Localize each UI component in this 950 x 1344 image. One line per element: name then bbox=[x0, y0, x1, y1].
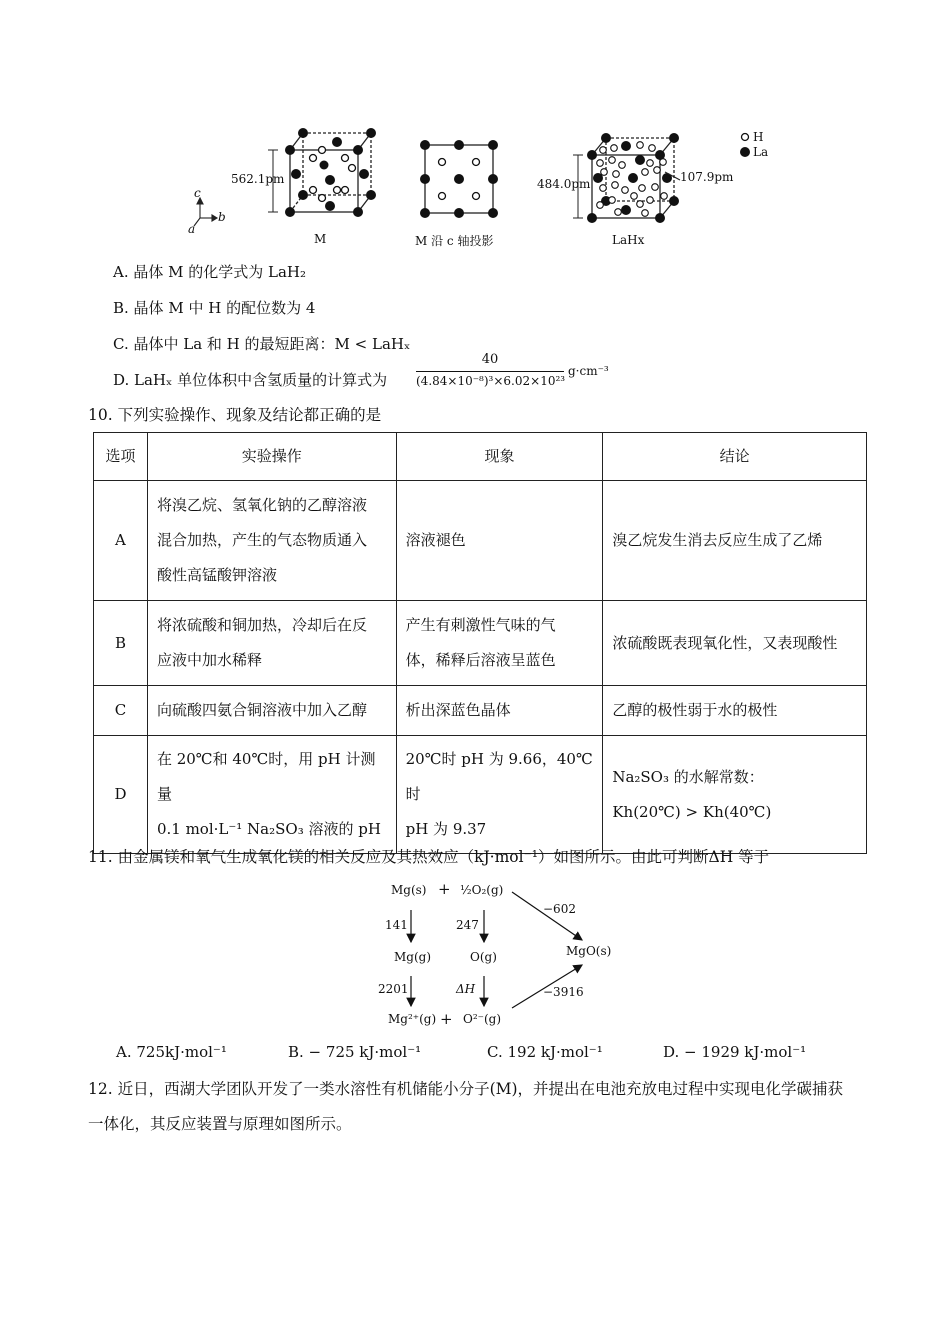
row-phenomenon: 产生有刺激性气味的气 体，稀释后溶液呈蓝色 bbox=[396, 601, 603, 686]
q11-stem: 11. 由金属镁和氧气生成氧化镁的相关反应及其热效应（kJ·mol⁻¹）如图所示。由此可判断ΔH 等于 bbox=[88, 848, 770, 866]
caption-lahx: LaHx bbox=[612, 233, 645, 247]
caption-m: M bbox=[314, 232, 327, 246]
diagram-value-247: 247 bbox=[456, 918, 479, 932]
row-operation: 将浓硫酸和铜加热，冷却后在反 应液中加水稀释 bbox=[147, 601, 396, 686]
q9-option-a: A. 晶体 M 的化学式为 LaH₂ bbox=[113, 263, 307, 281]
cube-m-atoms bbox=[285, 128, 376, 217]
q11-option-c: C. 192 kJ·mol⁻¹ bbox=[487, 1043, 603, 1061]
experiment-table bbox=[93, 432, 867, 854]
row-operation: 向硫酸四氨合铜溶液中加入乙醇 bbox=[147, 686, 396, 736]
q10-stem: 10. 下列实验操作、现象及结论都正确的是 bbox=[88, 406, 382, 424]
m-dimension-label: 562.1pm bbox=[231, 172, 285, 186]
diagram-delta-h: ΔH bbox=[456, 982, 476, 996]
row-option: B bbox=[94, 601, 148, 686]
table-row bbox=[94, 686, 867, 736]
diagram-o2-g: ½O₂(g) bbox=[460, 883, 504, 897]
row-operation: 将溴乙烷、氢氧化钠的乙醇溶液 混合加热，产生的气态物质通入 酸性高锰酸钾溶液 bbox=[147, 481, 396, 601]
q11-option-d: D. − 1929 kJ·mol⁻¹ bbox=[663, 1043, 807, 1061]
legend-la-marker bbox=[740, 147, 750, 157]
q9-option-b: B. 晶体 M 中 H 的配位数为 4 bbox=[113, 299, 316, 317]
q11-option-a: A. 725kJ·mol⁻¹ bbox=[116, 1043, 227, 1061]
legend-la-label: La bbox=[753, 145, 769, 159]
diagram-value-3916: −3916 bbox=[543, 985, 584, 999]
header-option: 选项 bbox=[94, 433, 148, 481]
table-row bbox=[94, 601, 867, 686]
header-conclusion: 结论 bbox=[603, 433, 867, 481]
row-phenomenon: 析出深蓝色晶体 bbox=[396, 686, 603, 736]
cube-lahx-atoms bbox=[587, 133, 679, 223]
diagram-value-2201: 2201 bbox=[378, 982, 409, 996]
q11-option-b: B. − 725 kJ·mol⁻¹ bbox=[288, 1043, 422, 1061]
row-conclusion: 浓硫酸既表现氧化性，又表现酸性 bbox=[603, 601, 867, 686]
q9-d-unit: g·cm⁻³ bbox=[568, 364, 609, 378]
crystal-structure-figure bbox=[0, 0, 950, 260]
row-phenomenon: 20℃时 pH 为 9.66，40℃时 pH 为 9.37 bbox=[396, 736, 603, 854]
legend-h-label: H bbox=[753, 130, 764, 144]
diagram-o-g: O(g) bbox=[470, 950, 497, 964]
q9-d-numerator: 40 bbox=[481, 352, 499, 367]
arrow-602 bbox=[512, 892, 582, 940]
row-option: C bbox=[94, 686, 148, 736]
axes-icon bbox=[194, 198, 217, 226]
row-conclusion: 溴乙烷发生消去反应生成了乙烯 bbox=[603, 481, 867, 601]
row-phenomenon: 溶液褪色 bbox=[396, 481, 603, 601]
legend-h-marker bbox=[742, 134, 749, 141]
hh-distance-label: 107.9pm bbox=[680, 170, 734, 184]
q9-d-fraction-bar bbox=[416, 371, 564, 372]
table-row bbox=[94, 481, 867, 601]
row-operation: 在 20℃和 40℃时，用 pH 计测量 0.1 mol·L⁻¹ Na₂SO₃ 溶液的 pH bbox=[147, 736, 396, 854]
diagram-o2minus-g: O²⁻(g) bbox=[463, 1012, 502, 1026]
table-row bbox=[94, 736, 867, 854]
q12-stem-line2: 一体化，其反应装置与原理如图所示。 bbox=[88, 1115, 352, 1133]
diagram-value-602: −602 bbox=[543, 902, 576, 916]
diagram-mg-g: Mg(g) bbox=[394, 950, 432, 964]
axis-c-label: c bbox=[194, 186, 201, 200]
axis-a-label: a bbox=[188, 222, 196, 236]
row-option: D bbox=[94, 736, 148, 854]
q12-stem-line1: 12. 近日，西湖大学团队开发了一类水溶性有机储能小分子(M)，并提出在电池充放电过程中实现电化学碳捕获 bbox=[88, 1080, 844, 1098]
row-option: A bbox=[94, 481, 148, 601]
diagram-value-141: 141 bbox=[385, 918, 408, 932]
header-operation: 实验操作 bbox=[147, 433, 396, 481]
diagram-mgo-s: MgO(s) bbox=[566, 944, 612, 958]
lahx-dimension-label: 484.0pm bbox=[537, 177, 591, 191]
table-header-row bbox=[94, 433, 867, 481]
diagram-plus-top: + bbox=[438, 880, 451, 898]
axis-b-label: b bbox=[218, 210, 226, 224]
diagram-mg-s: Mg(s) bbox=[391, 883, 427, 897]
diagram-plus-bottom: + bbox=[440, 1010, 453, 1028]
q9-d-denominator: (4.84×10⁻⁸)³×6.02×10²³ bbox=[416, 374, 566, 388]
row-conclusion: 乙醇的极性弱于水的极性 bbox=[603, 686, 867, 736]
legend bbox=[740, 134, 750, 158]
row-conclusion: Na₂SO₃ 的水解常数： Kh(20℃) > Kh(40℃) bbox=[603, 736, 867, 854]
caption-projection: M 沿 c 轴投影 bbox=[415, 234, 494, 248]
q9-option-c: C. 晶体中 La 和 H 的最短距离：M < LaHₓ bbox=[113, 335, 411, 353]
diagram-mg2plus-g: Mg²⁺(g) bbox=[388, 1012, 437, 1026]
cube-m bbox=[290, 133, 371, 212]
q9-option-d: D. LaHₓ 单位体积中含氢质量的计算式为 bbox=[113, 371, 388, 389]
projection-square bbox=[420, 140, 498, 218]
header-phenomenon: 现象 bbox=[396, 433, 603, 481]
